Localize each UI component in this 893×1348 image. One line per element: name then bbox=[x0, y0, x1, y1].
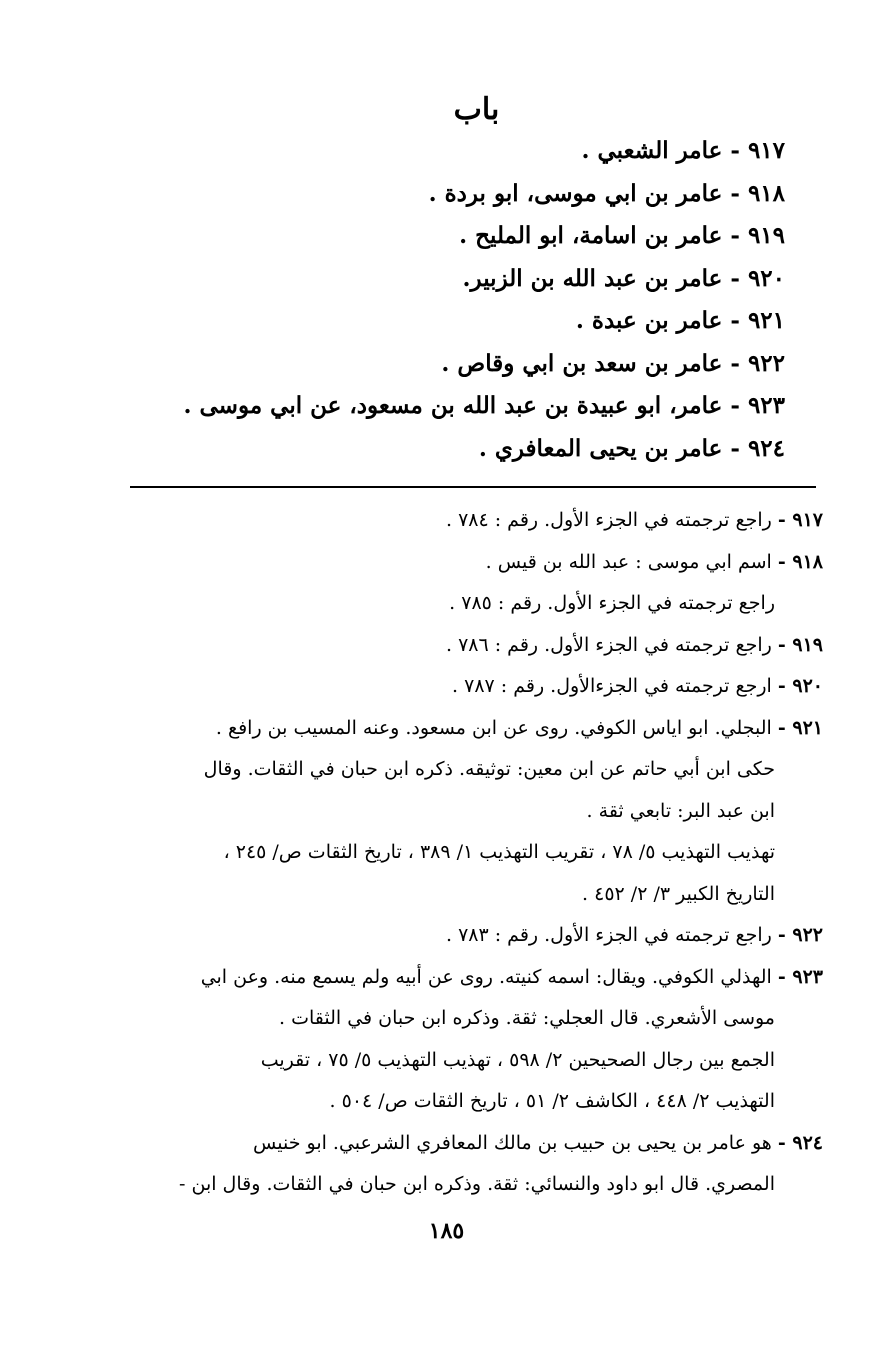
footnote-line bbox=[123, 749, 823, 791]
footnote-line bbox=[123, 832, 823, 874]
entry-text: عامر بن ابي موسى، ابو بردة . bbox=[428, 179, 723, 207]
footnote-text: تهذيب التهذيب ٥/ ٧٨ ، تقريب التهذيب ١/ ٣٨٩ ، تاريخ الثقات ص/ ٢٤٥ ، bbox=[223, 841, 775, 863]
entry-item bbox=[165, 215, 785, 258]
entry-item bbox=[165, 428, 785, 471]
footnote-line bbox=[123, 915, 823, 957]
footnote-divider bbox=[130, 486, 816, 488]
footnote-line bbox=[123, 957, 823, 999]
entry-item bbox=[165, 130, 785, 173]
entry-number: ٩٢٣ - bbox=[730, 392, 785, 419]
chapter-heading: باب bbox=[453, 92, 500, 127]
entry-text: عامر بن عبدة . bbox=[575, 307, 723, 334]
footnotes bbox=[123, 500, 823, 1206]
entry-item bbox=[165, 173, 785, 216]
entry-text: عامر الشعبي . bbox=[581, 137, 723, 164]
footnote-number: ٩١٩ - bbox=[777, 633, 823, 656]
entry-text: عامر بن يحيى المعافري . bbox=[478, 434, 723, 462]
footnote-number: ٩٢٢ - bbox=[777, 924, 823, 946]
footnote-text: الهذلي الكوفي. ويقال: اسمه كنيته. روى عن أبيه ولم يسمع منه. وعن ابي bbox=[200, 965, 772, 988]
footnote-line bbox=[123, 1164, 823, 1206]
footnote-number: ٩٢٠ - bbox=[777, 675, 823, 697]
entry-number: ٩٢٠ - bbox=[730, 264, 785, 292]
entry-number: ٩١٩ - bbox=[730, 222, 785, 249]
footnote-text: اسم ابي موسى : عبد الله بن قيس . bbox=[485, 550, 772, 573]
footnote-line bbox=[123, 1081, 823, 1123]
entry-number: ٩٢٤ - bbox=[730, 434, 785, 462]
footnote-line bbox=[123, 625, 823, 667]
footnote-text: راجع ترجمته في الجزء الأول. رقم : ٧٨٤ . bbox=[445, 509, 772, 531]
footnote-line bbox=[123, 1123, 823, 1165]
footnote-line bbox=[123, 874, 823, 916]
entry-number: ٩٢٢ - bbox=[730, 349, 785, 377]
entry-item bbox=[165, 343, 785, 386]
entry-item bbox=[165, 258, 785, 301]
footnote-text: البجلي. ابو اياس الكوفي. روى عن ابن مسعود. وعنه المسيب بن رافع . bbox=[215, 716, 772, 739]
footnote-number: ٩٢٤ - bbox=[777, 1131, 823, 1154]
footnote-line bbox=[123, 791, 823, 833]
entry-text: عامر، ابو عبيدة بن عبد الله بن مسعود، عن ابي موسى . bbox=[183, 392, 723, 419]
entry-text: عامر بن اسامة، ابو المليح . bbox=[459, 222, 723, 249]
entry-item bbox=[165, 300, 785, 343]
footnote-text: المصري. قال ابو داود والنسائي: ثقة. وذكره ابن حبان في الثقات. وقال ابن - bbox=[179, 1173, 775, 1195]
footnote-text: راجع ترجمته في الجزء الأول. رقم : ٧٨٣ . bbox=[445, 924, 772, 946]
footnote-line bbox=[123, 500, 823, 542]
footnote-number: ٩٢١ - bbox=[777, 716, 823, 739]
entry-number: ٩٢١ - bbox=[730, 307, 785, 334]
footnote-line bbox=[123, 1040, 823, 1082]
entry-number: ٩١٧ - bbox=[730, 137, 785, 164]
footnote-text: راجع ترجمته في الجزء الأول. رقم : ٧٨٦ . bbox=[445, 633, 772, 656]
entry-text: عامر بن سعد بن ابي وقاص . bbox=[441, 349, 723, 377]
page-number: ١٨٥ bbox=[428, 1218, 465, 1244]
entry-number: ٩١٨ - bbox=[730, 179, 785, 207]
footnote-number: ٩١٨ - bbox=[777, 550, 823, 573]
footnote-text: حكى ابن أبي حاتم عن ابن معين: توثيقه. ذكره ابن حبان في الثقات. وقال bbox=[203, 758, 775, 780]
footnote-line bbox=[123, 998, 823, 1040]
footnote-text: هو عامر بن يحيى بن حبيب بن مالك المعافري الشرعبي. ابو خنيس bbox=[253, 1131, 772, 1154]
footnote-line bbox=[123, 708, 823, 750]
footnote-line bbox=[123, 583, 823, 625]
entry-text: عامر بن عبد الله بن الزبير. bbox=[462, 264, 723, 292]
footnote-line bbox=[123, 666, 823, 708]
footnote-number: ٩٢٣ - bbox=[777, 965, 823, 988]
footnote-text: موسى الأشعري. قال العجلي: ثقة. وذكره ابن حبان في الثقات . bbox=[279, 1007, 775, 1029]
entry-item bbox=[165, 385, 785, 428]
footnote-text: الجمع بين رجال الصحيحين ٢/ ٥٩٨ ، تهذيب التهذيب ٥/ ٧٥ ، تقريب bbox=[260, 1048, 775, 1071]
footnote-text: راجع ترجمته في الجزء الأول. رقم : ٧٨٥ . bbox=[449, 592, 775, 614]
entry-list bbox=[165, 130, 785, 470]
footnote-text: التاريخ الكبير ٣/ ٢/ ٤٥٢ . bbox=[582, 882, 775, 905]
footnote-text: ابن عبد البر: تابعي ثقة . bbox=[586, 799, 775, 822]
footnote-number: ٩١٧ - bbox=[777, 509, 823, 531]
footnote-text: ارجع ترجمته في الجزءالأول. رقم : ٧٨٧ . bbox=[452, 675, 772, 697]
footnote-text: التهذيب ٢/ ٤٤٨ ، الكاشف ٢/ ٥١ ، تاريخ الثقات ص/ ٥٠٤ . bbox=[329, 1090, 775, 1112]
footnote-line bbox=[123, 542, 823, 584]
